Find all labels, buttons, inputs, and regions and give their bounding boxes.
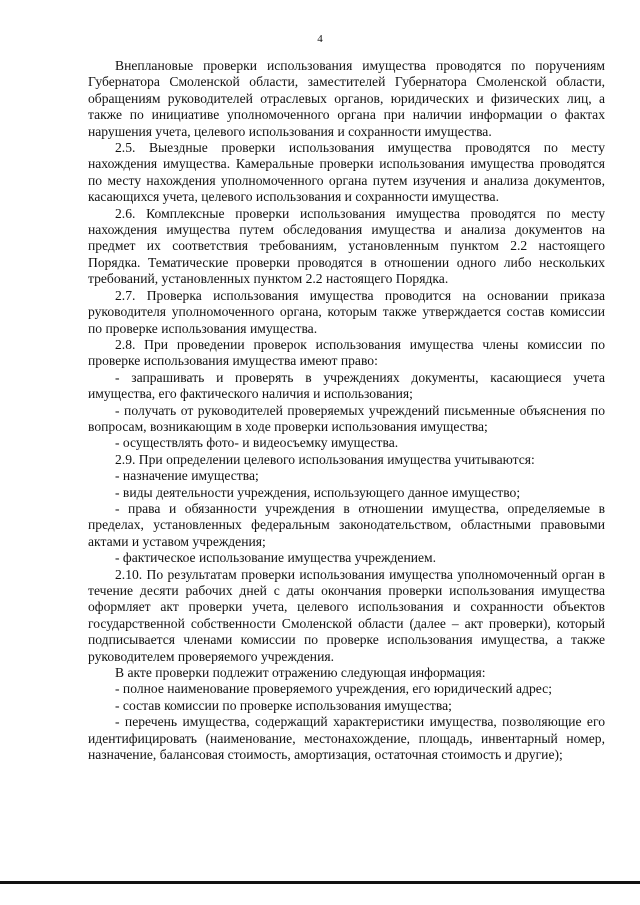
document-body <box>88 58 605 763</box>
paragraph-2-5: 2.5. Выездные проверки использования имущества проводятся по месту нахождения имущества. Камеральные проверки использования имущества проводятся по месту нахождения уполномоченного органа путем изучения и анализа документов, касающихся учета, целевого использования и сохранности имущества. <box>88 140 605 205</box>
list-item-institution-name: - полное наименование проверяемого учреждения, его юридический адрес; <box>115 681 552 697</box>
paragraph-2-8: 2.8. При проведении проверок использования имущества члены комиссии по проверке использования имущества имеют право: <box>88 336 605 369</box>
list-item-purpose: - назначение имущества; <box>115 468 259 484</box>
bottom-divider <box>0 881 640 884</box>
list-item-activity-types: - виды деятельности учреждения, использующего данное имущество; <box>115 484 521 500</box>
list-item-obtain-explanations: - получать от руководителей проверяемых учреждений письменные объяснения по вопросам, возникающим в ходе проверки использования имущества; <box>88 402 605 434</box>
list-item-property-list: - перечень имущества, содержащий характеристики имущества, позволяющие его идентифицировать (наименование, местонахождение, площадь, инвентарный номер, назначение, балансовая стоимость, амортизация, остаточная стоимость и другие); <box>88 714 605 763</box>
paragraph-2-7: 2.7. Проверка использования имущества проводится на основании приказа руководителя уполномоченного органа, которым также утверждается состав комиссии по проверке использования имущества. <box>88 287 605 336</box>
list-item-request-documents: - запрашивать и проверять в учреждениях документы, касающиеся учета имущества, его фактического наличия и использования; <box>88 369 605 402</box>
list-item-photo-video: - осуществлять фото- и видеосъемку имущества. <box>115 435 399 451</box>
paragraph-act-contents: В акте проверки подлежит отражению следующая информация: <box>115 665 486 681</box>
paragraph-2-6: 2.6. Комплексные проверки использования имущества проводятся по месту нахождения имущества путем обследования имущества и анализа документов на предмет их соответствия требованиям, установленным пунктом 2.2 настоящего Порядка. Тематические проверки проводятся в отношении одного либо нескольких требований, установленных пунктом 2.2 настоящего Порядка. <box>88 205 605 287</box>
list-item-rights-obligations: - права и обязанности учреждения в отношении имущества, определяемые в пределах, установленных федеральным законодательством, областными правовыми актами и уставом учреждения; <box>88 500 605 549</box>
page-number: 4 <box>317 33 323 45</box>
paragraph-2-10: 2.10. По результатам проверки использования имущества уполномоченный орган в течение десяти рабочих дней с даты окончания проверки использования имущества оформляет акт проверки учета, целевого использования и сохранности объектов государственной собственности Смоленской области (далее – акт проверки), который подписывается членами комиссии по проверке использования имущества, а также руководителем проверяемого учреждения. <box>88 566 605 664</box>
list-item-actual-use: - фактическое использование имущества учреждением. <box>115 550 437 566</box>
paragraph-2-9: 2.9. При определении целевого использования имущества учитываются: <box>115 451 535 467</box>
list-item-commission-composition: - состав комиссии по проверке использования имущества; <box>115 697 452 713</box>
paragraph-unscheduled-inspections: Внеплановые проверки использования имущества проводятся по поручениям Губернатора Смоленской области, заместителей Губернатора Смоленской области, обращениям руководителей отраслевых органов, юридических и физических лиц, а также по инициативе уполномоченного органа при наличии информации о фактах нарушения учета, целевого использования и сохранности имущества. <box>88 58 605 139</box>
